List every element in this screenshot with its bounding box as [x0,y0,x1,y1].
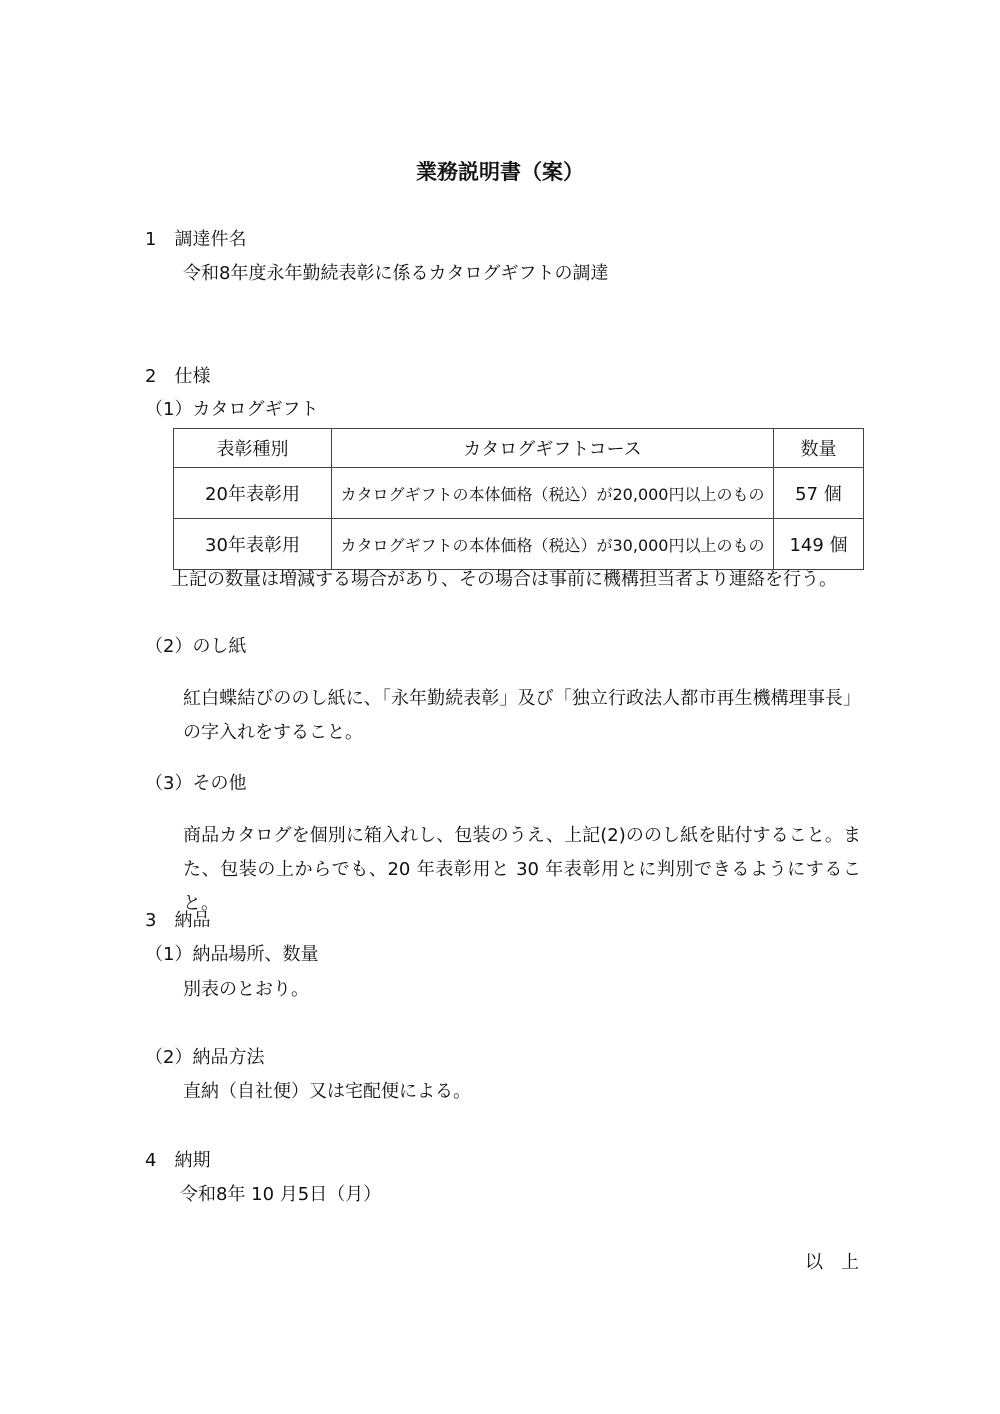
catalog-gift-table [173,428,864,570]
table-cell: 20年表彰用 [174,468,332,519]
table-header-cell: カタログギフトコース [332,429,774,468]
table-cell: カタログギフトの本体価格（税込）が30,000円以上のもの [332,519,774,570]
table-row [174,468,864,519]
section-2-heading: 2 仕様 [145,366,211,387]
table-header-cell: 表彰種別 [174,429,332,468]
table-cell: 149 個 [774,519,864,570]
table-cell: 30年表彰用 [174,519,332,570]
section-1-body: 令和8年度永年勤続表彰に係るカタログギフトの調達 [183,263,609,284]
closing-mark: 以 上 [805,1252,859,1273]
table-cell: カタログギフトの本体価格（税込）が20,000円以上のもの [332,468,774,519]
section-1-heading: 1 調達件名 [145,229,247,250]
subsection-3-1-body: 別表のとおり。 [183,979,309,1000]
table-header-row [174,429,864,468]
section-4-heading: 4 納期 [145,1150,211,1171]
section-3-heading: 3 納品 [145,910,211,931]
section-4-body: 令和8年 10 月5日（月） [180,1184,382,1205]
table-cell: 57 個 [774,468,864,519]
subsection-2-2-body: 紅白蝶結びののし紙に、「永年勤続表彰」及び「独立行政法人都市再生機構理事長」の字入れをすること。 [183,688,861,743]
subsection-2-2-heading: （2）のし紙 [145,636,247,657]
subsection-3-1-heading: （1）納品場所、数量 [145,944,319,965]
table-row [174,519,864,570]
subsection-2-1-heading: （1）カタログギフト [145,399,319,420]
subsection-3-2-heading: （2）納品方法 [145,1047,265,1068]
subsection-3-2-body: 直納（自社便）又は宅配便による。 [183,1081,471,1102]
subsection-2-3-body: 商品カタログを個別に箱入れし、包装のうえ、上記(2)ののし紙を貼付すること。また、包装の上からでも、20 年表彰用と 30 年表彰用とに判別できるようにすること。 [183,825,861,914]
subsection-2-3-heading: （3）その他 [145,773,247,794]
table-header-cell: 数量 [774,429,864,468]
document-title: 業務説明書（案） [416,160,584,184]
quantity-note: 上記の数量は増減する場合があり、その場合は事前に機構担当者より連絡を行う。 [171,569,837,590]
